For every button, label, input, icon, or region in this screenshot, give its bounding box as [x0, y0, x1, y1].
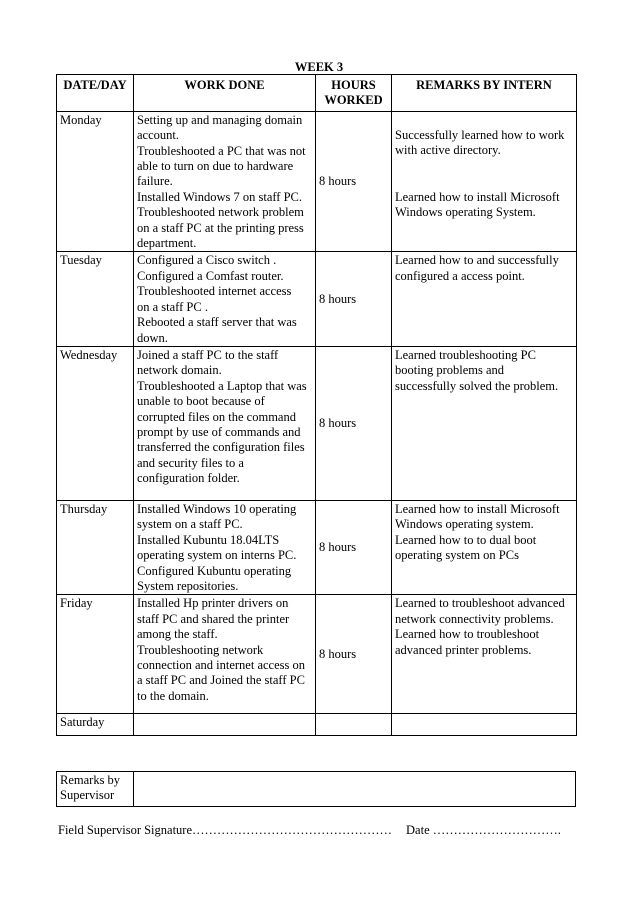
header-hours-line2: WORKED: [324, 93, 383, 108]
header-hours-worked: [316, 75, 392, 112]
remark-line: network connectivity problems.: [395, 611, 554, 626]
work-line: Configured a Cisco switch .: [137, 253, 277, 268]
supervisor-label-line1: Remarks by: [60, 773, 121, 787]
remark-line: operating system on PCs: [395, 548, 519, 563]
field-supervisor-signature[interactable]: Field Supervisor Signature…………………………………………: [58, 823, 393, 837]
supervisor-remarks-field[interactable]: [134, 772, 576, 807]
day-cell: Friday: [57, 595, 134, 714]
remark-line: with active directory.: [395, 143, 501, 158]
work-line: Troubleshooted internet access: [137, 284, 292, 299]
work-done-cell: [134, 111, 316, 252]
work-line: a staff PC and Joined the staff PC: [137, 673, 305, 688]
remark-line: configured a access point.: [395, 268, 525, 283]
header-hours-line1: HOURS: [331, 78, 376, 92]
hours-worked-cell: 8 hours: [316, 252, 392, 346]
day-cell: Saturday: [57, 714, 134, 736]
table-row: [57, 252, 577, 346]
weekly-log-table: [56, 74, 577, 736]
hours-worked-cell: 8 hours: [316, 595, 392, 714]
work-line: Installed Kubuntu 18.04LTS: [137, 532, 280, 547]
remark-line: Windows operating System.: [395, 205, 536, 220]
work-line: Troubleshooted a PC that was not: [137, 143, 306, 158]
work-line: System repositories.: [137, 578, 239, 593]
table-row: [57, 714, 577, 736]
intern-remarks-cell: [392, 346, 577, 500]
header-remarks: REMARKS BY INTERN: [392, 75, 577, 112]
remark-line: Learned how to install Microsoft: [395, 501, 560, 516]
work-line: Configured Kubuntu operating: [137, 563, 292, 578]
work-line: Installed Windows 7 on staff PC.: [137, 189, 303, 204]
remark-line: booting problems and: [395, 363, 505, 378]
table-row: [57, 111, 577, 252]
intern-remarks-cell: [392, 252, 577, 346]
work-line: Configured a Comfast router.: [137, 268, 284, 283]
supervisor-label-line2: Supervisor: [60, 788, 115, 803]
remark-line: Learned how to and successfully: [395, 253, 559, 268]
hours-worked-cell: [316, 714, 392, 736]
hours-worked-cell: 8 hours: [316, 346, 392, 500]
work-line: connection and internet access on: [137, 657, 305, 672]
work-line: transferred the configuration files: [137, 440, 305, 455]
work-line: Rebooted a staff server that was: [137, 315, 297, 330]
supervisor-remarks-row: [57, 772, 576, 807]
work-line: down.: [137, 330, 168, 345]
remark-line: Learned how to to dual boot: [395, 532, 537, 547]
work-line: failure.: [137, 174, 173, 189]
header-work-done: WORK DONE: [134, 75, 316, 112]
intern-remarks-cell: [392, 500, 577, 594]
work-line: operating system on interns PC.: [137, 548, 297, 563]
work-line: prompt by use of commands and: [137, 424, 301, 439]
work-line: system on a staff PC.: [137, 517, 243, 532]
supervisor-remarks-label: [57, 772, 134, 807]
remark-line: advanced printer problems.: [395, 642, 532, 657]
remark-line: Learned how to troubleshoot: [395, 627, 540, 642]
day-cell: Wednesday: [57, 346, 134, 500]
remark-line: Learned troubleshooting PC: [395, 347, 536, 362]
work-line: staff PC and shared the printer: [137, 611, 290, 626]
work-line: corrupted files on the command: [137, 409, 296, 424]
work-line: to the domain.: [137, 688, 209, 703]
table-row: [57, 500, 577, 594]
intern-remarks-cell: [392, 595, 577, 714]
remark-line: Learned to troubleshoot advanced: [395, 596, 565, 611]
table-header-row: [57, 75, 577, 112]
header-date: DATE/DAY: [57, 75, 134, 112]
work-line: network domain.: [137, 363, 222, 378]
supervisor-remarks-table: [56, 771, 576, 807]
day-cell: Thursday: [57, 500, 134, 594]
work-line: among the staff.: [137, 627, 218, 642]
work-done-cell: [134, 252, 316, 346]
signature-date[interactable]: Date ………………………….: [406, 823, 561, 837]
remark-line: Successfully learned how to work: [395, 127, 565, 142]
work-line: department.: [137, 236, 197, 251]
work-line: and security files to a: [137, 455, 244, 470]
work-line: on a staff PC at the printing press: [137, 220, 304, 235]
work-done-cell: [134, 500, 316, 594]
work-line: Troubleshooting network: [137, 642, 264, 657]
hours-worked-cell: 8 hours: [316, 111, 392, 252]
remark-line: Learned how to install Microsoft: [395, 189, 560, 204]
work-done-cell: [134, 714, 316, 736]
day-cell: Tuesday: [57, 252, 134, 346]
work-line: Troubleshooted a Laptop that was: [137, 378, 307, 393]
table-row: [57, 595, 577, 714]
intern-remarks-cell: [392, 714, 577, 736]
hours-worked-cell: 8 hours: [316, 500, 392, 594]
signature-line: [58, 823, 561, 838]
work-line: Installed Hp printer drivers on: [137, 596, 289, 611]
work-done-cell: [134, 346, 316, 500]
page-title: WEEK 3: [294, 60, 344, 74]
work-done-cell: [134, 595, 316, 714]
remark-line: Windows operating system.: [395, 517, 534, 532]
work-line: Joined a staff PC to the staff: [137, 347, 279, 362]
intern-remarks-cell: [392, 111, 577, 252]
work-line: Troubleshooted network problem: [137, 205, 304, 220]
remark-line: successfully solved the problem.: [395, 378, 559, 393]
day-cell: Monday: [57, 111, 134, 252]
work-line: unable to boot because of: [137, 394, 265, 409]
work-line: configuration folder.: [137, 471, 240, 486]
work-line: able to turn on due to hardware: [137, 159, 294, 174]
work-line: account.: [137, 128, 179, 143]
work-line: on a staff PC .: [137, 299, 208, 314]
work-line: Setting up and managing domain: [137, 112, 303, 127]
work-line: Installed Windows 10 operating: [137, 501, 297, 516]
table-row: [57, 346, 577, 500]
